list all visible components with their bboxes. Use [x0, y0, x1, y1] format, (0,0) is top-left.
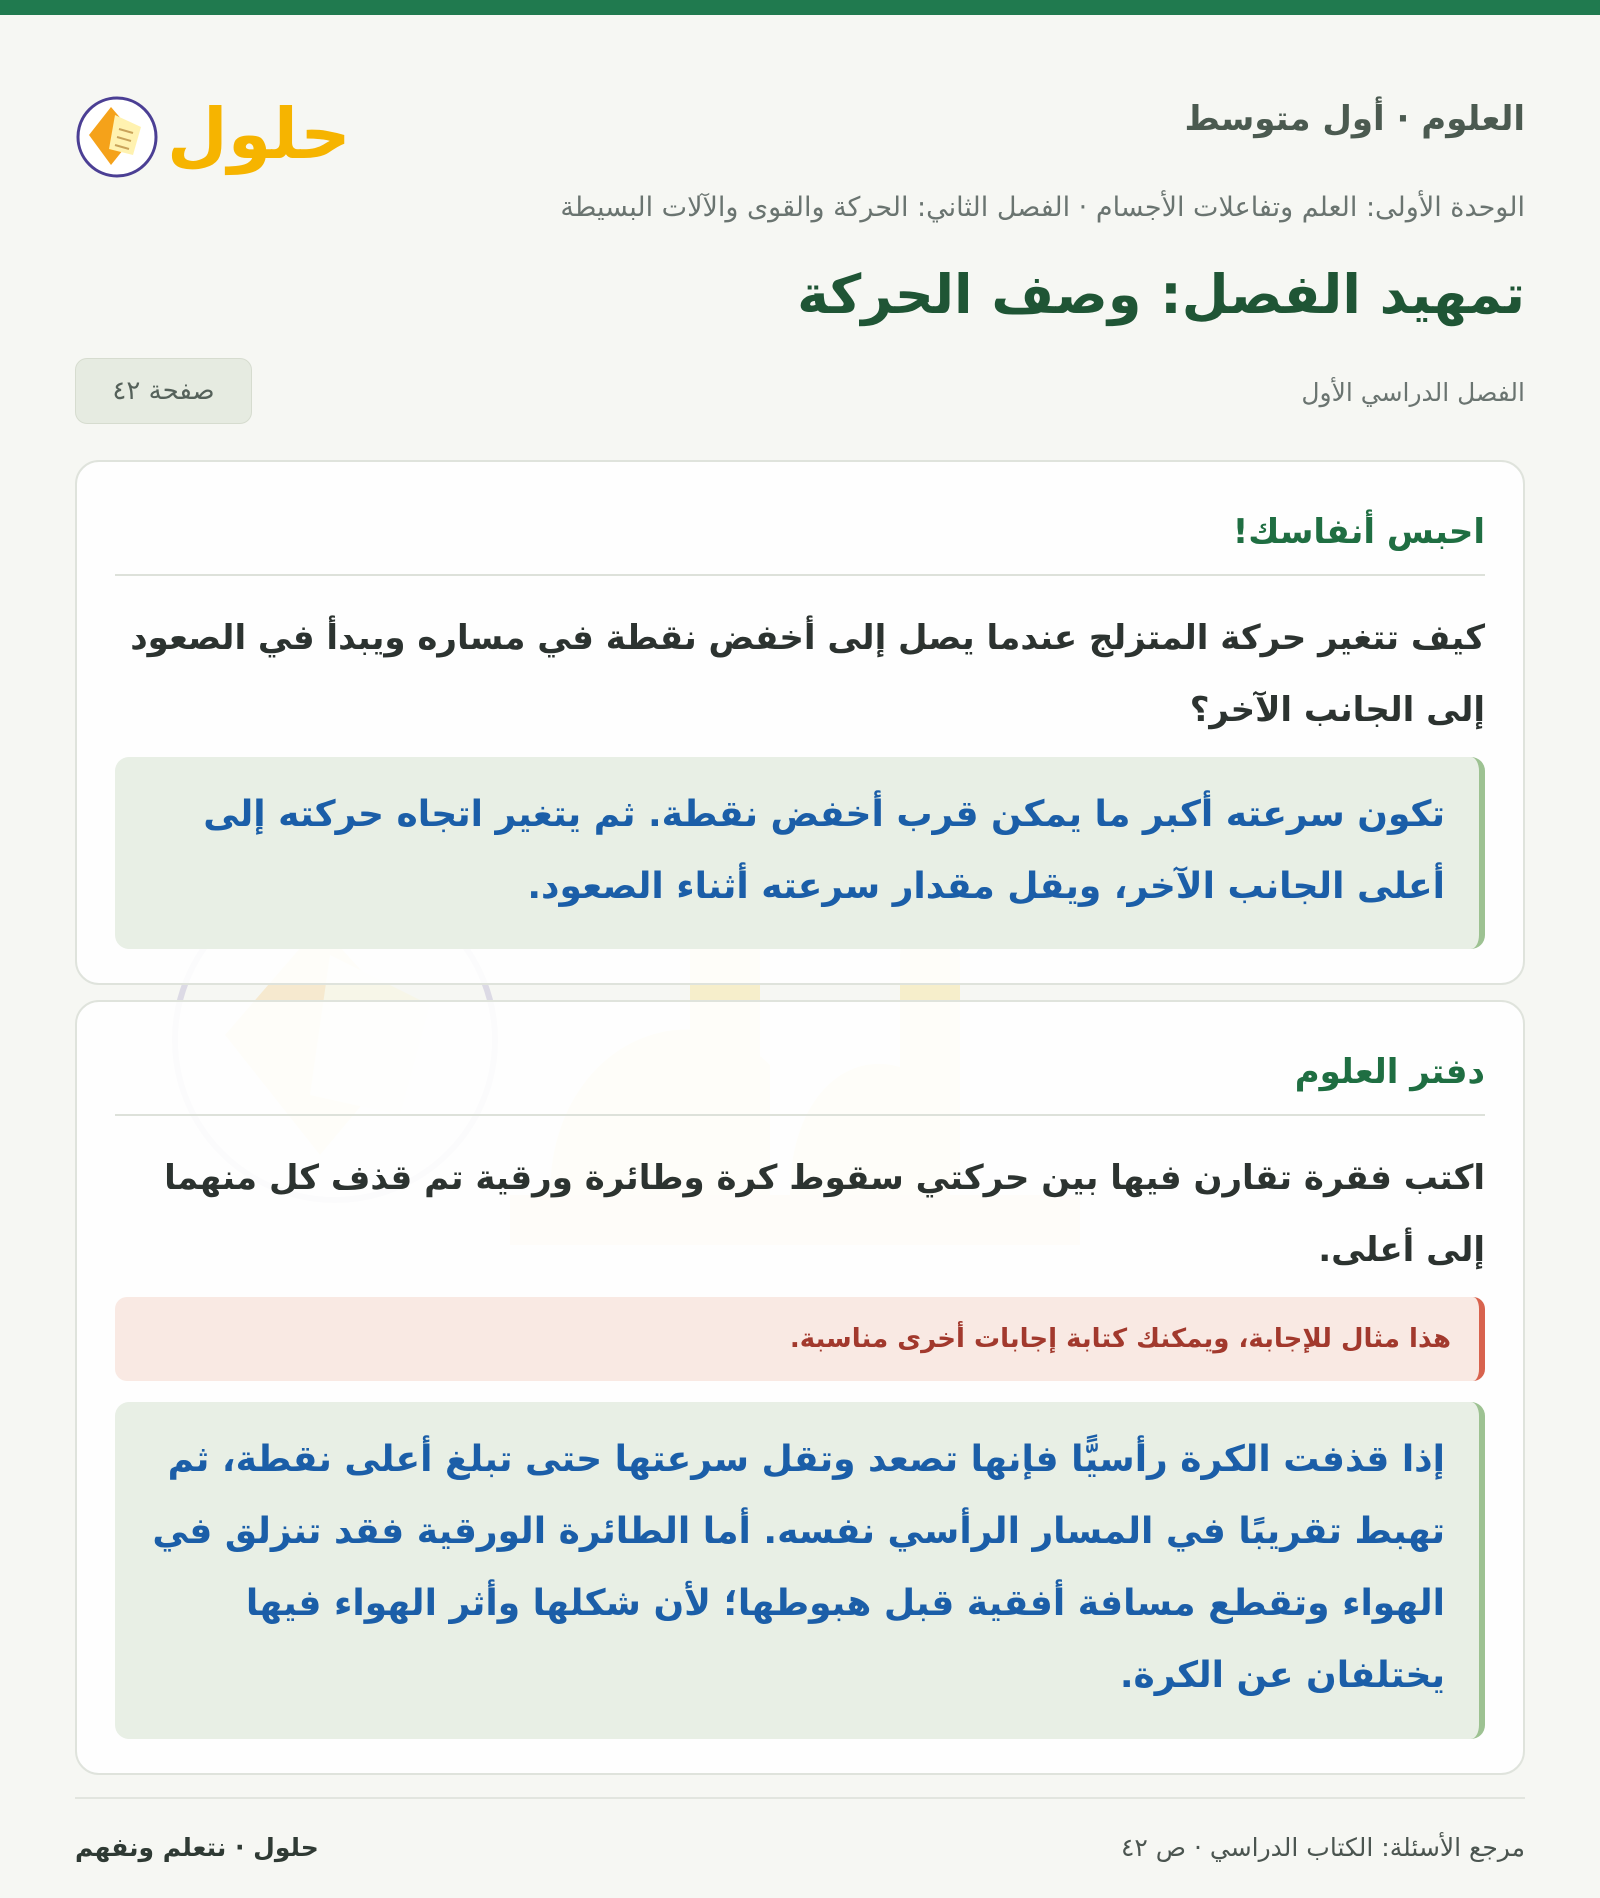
section-card-science-notebook — [75, 1000, 1525, 1775]
subject-title: العلوم · أول متوسط — [1184, 99, 1525, 139]
footer-divider — [75, 1797, 1525, 1799]
section-title: احبس أنفاسك! — [1232, 512, 1485, 552]
page-title: تمهيد الفصل: وصف الحركة — [797, 263, 1525, 326]
page-number-badge: صفحة ٤٢ — [75, 358, 252, 424]
term-label: الفصل الدراسي الأول — [1301, 378, 1525, 407]
logo-wordmark: حلول — [167, 93, 351, 175]
page — [75, 15, 1525, 1898]
question-text: كيف تتغير حركة المتزلج عندما يصل إلى أخفض نقطة في مساره ويبدأ في الصعود إلى الجانب الآخر؟ — [130, 618, 1485, 730]
site-logo[interactable] — [75, 85, 351, 185]
footer-brand[interactable]: حلول · نتعلم ونفهم — [75, 1833, 319, 1862]
page-header — [75, 85, 1525, 175]
footer-reference: مرجع الأسئلة: الكتاب الدراسي · ص ٤٢ — [1120, 1833, 1525, 1862]
section-card-hold-breath — [75, 460, 1525, 985]
answer-box: إذا قذفت الكرة رأسيًّا فإنها تصعد وتقل سرعتها حتى تبلغ أعلى نقطة، ثم تهبط تقريبًا في المسار الرأسي نفسه. أما الطائرة الورقية فقد تنزلق في الهواء وتقطع مسافة أفقية قبل هبوطها؛ لأن شكلها وأثر الهواء فيها يختلفان عن الكرة. — [115, 1402, 1485, 1739]
top-accent-bar — [0, 0, 1600, 15]
section-divider — [115, 1114, 1485, 1116]
question-text: اكتب فقرة تقارن فيها بين حركتي سقوط كرة وطائرة ورقية تم قذف كل منهما إلى أعلى. — [164, 1158, 1485, 1270]
section-divider — [115, 574, 1485, 576]
section-title: دفتر العلوم — [1294, 1052, 1485, 1092]
answer-box: تكون سرعته أكبر ما يمكن قرب أخفض نقطة. ثم يتغير اتجاه حركته إلى أعلى الجانب الآخر، ويقل مقدار سرعته أثناء الصعود. — [115, 757, 1485, 949]
sample-answer-note: هذا مثال للإجابة، ويمكنك كتابة إجابات أخرى مناسبة. — [115, 1297, 1485, 1381]
breadcrumb: الوحدة الأولى: العلم وتفاعلات الأجسام · الفصل الثاني: الحركة والقوى والآلات البسيطة — [560, 192, 1525, 223]
